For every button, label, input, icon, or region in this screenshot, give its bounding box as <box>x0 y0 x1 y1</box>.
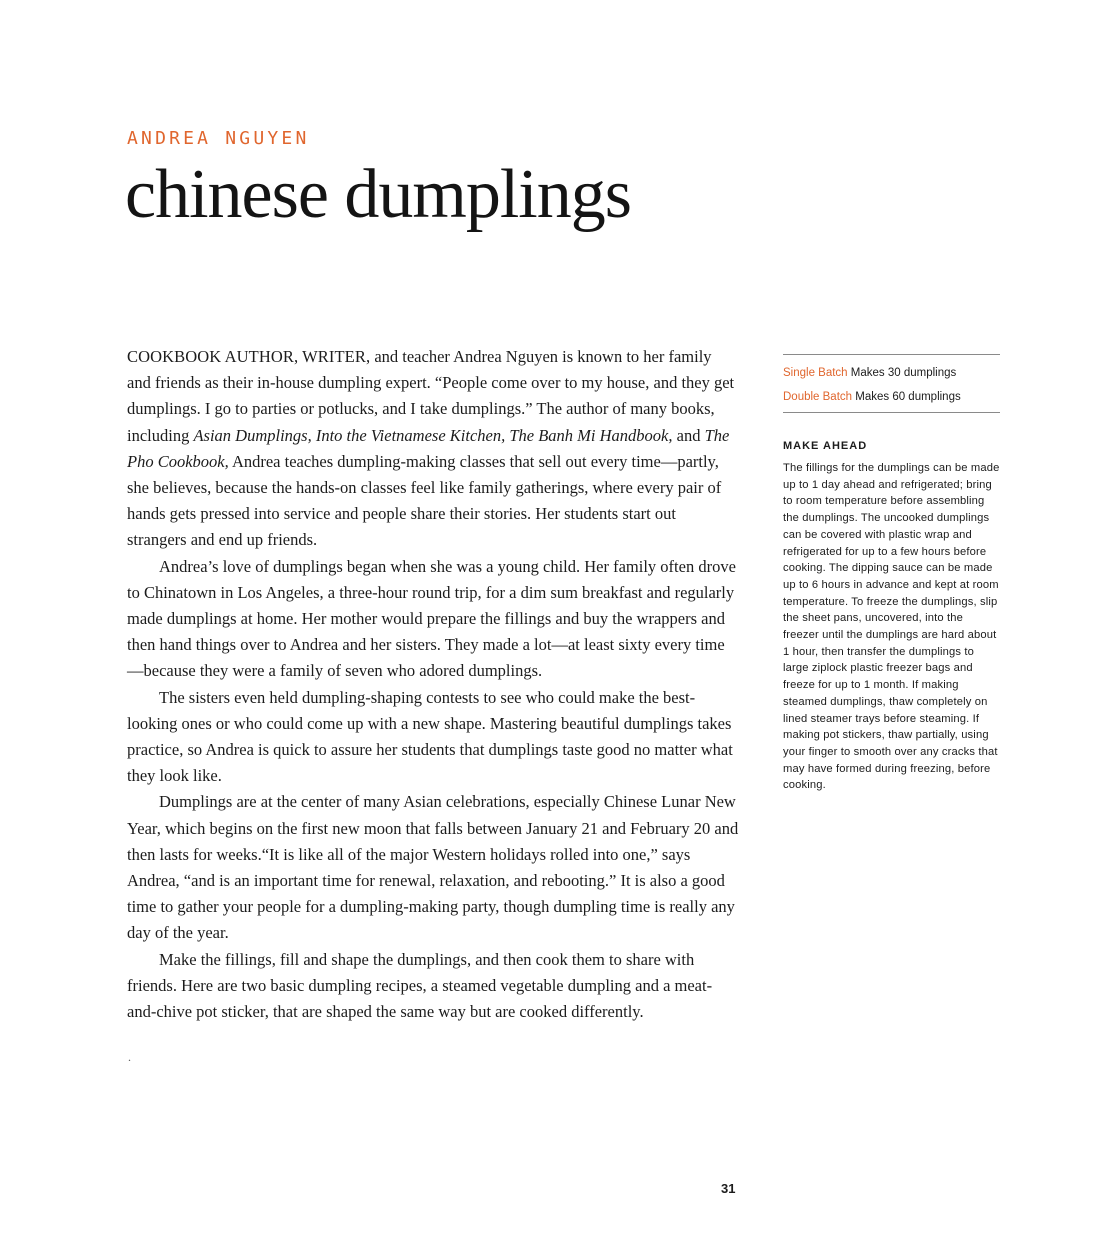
lead-caps: COOKBOOK AUTHOR, WRITER, <box>127 347 371 366</box>
intro-body <box>127 344 739 1025</box>
recipe-sidebar <box>783 354 1000 794</box>
author-name: ANDREA NGUYEN <box>127 128 310 149</box>
paragraph-1-text-a: and teacher Andrea Nguyen is known to her family and friends as their in-house dumpling expert. “People come over to my house, and they get dumplings. I go to parties or potlucks, and I take dumplings.” The author of many books, including <box>127 347 735 445</box>
stray-mark: . <box>128 1050 131 1064</box>
intro-paragraph-5: Make the fillings, fill and shape the dumplings, and then cook them to share with friends. Here are two basic dumpling recipes, a steamed vegetable dumpling and a meat-and-chive pot sticker, that are shaped the same way but are cooked differently. <box>127 949 713 1022</box>
intro-paragraph-1 <box>127 344 739 554</box>
paragraph-1-text-b: Andrea teaches dumpling-making classes that sell out every time—partly, she believes, because the hands-on classes feel like family gatherings, where every pair of hands gets pressed into service and people share their stories. Her students start out strangers and end up friends. <box>127 451 722 550</box>
double-batch-label: Double Batch <box>783 391 853 403</box>
single-batch-yield: Makes 30 dumplings <box>850 367 957 379</box>
page-title: chinese dumplings <box>125 156 631 233</box>
intro-paragraph-2: Andrea’s love of dumplings began when she was a young child. Her family often drove to Chinatown in Los Angeles, a three-hour round trip, for a dim sum breakfast and regularly made dumplings at home. Her mother would prepare the fillings and buy the wrappers and then hand things over to Andrea and her sisters. They made a lot—at least sixty every time—because they were a family of seven who adored dumplings. <box>127 556 736 681</box>
book-title-pho: The Pho Cookbook, <box>127 425 730 471</box>
page-number: 31 <box>721 1181 736 1196</box>
intro-paragraph-3: The sisters even held dumpling-shaping contests to see who could make the best-looking ones or who could come up with a new shape. Mastering beautiful dumplings takes practice, so Andrea is quick to assure her students that dumplings taste good no matter what they look like. <box>127 687 733 786</box>
batch-info <box>783 354 1000 413</box>
double-batch-yield: Makes 60 dumplings <box>855 391 961 403</box>
single-batch-label: Single Batch <box>783 367 848 379</box>
intro-paragraph-4: Dumplings are at the center of many Asian celebrations, especially Chinese Lunar New Year, which begins on the first new moon that falls between January 21 and February 20 and then lasts for weeks.“It is like all of the major Western holidays rolled into one,” says Andrea, “and is an important time for renewal, relaxation, and rebooting.” It is also a good time to gather your people for a dumpling-making party, though dumpling time is really any day of the year. <box>127 792 739 943</box>
paragraph-1-and: and <box>672 425 705 445</box>
single-batch-row <box>783 361 1000 385</box>
book-titles: Asian Dumplings, Into the Vietnamese Kitchen, The Banh Mi Handbook, <box>193 425 673 445</box>
make-ahead-text: The fillings for the dumplings can be made up to 1 day ahead and refrigerated; bring to room temperature before assembling the dumplings. The uncooked dumplings can be covered with plastic wrap and refrigerated for up to a few hours before cooking. The dipping sauce can be made up to 6 hours in advance and kept at room temperature. To freeze the dumplings, slip the sheet pans, uncovered, into the freezer until the dumplings are hard about 1 hour, then transfer the dumplings to large ziplock plastic freezer bags and freeze for up to 1 month. If making steamed dumplings, thaw completely on lined steamer trays before steaming. If making pot stickers, thaw partially, using your finger to smooth over any cracks that may have formed during freezing, before cooking. <box>783 462 1000 792</box>
double-batch-row <box>783 385 1000 409</box>
make-ahead-heading: MAKE AHEAD <box>783 440 868 452</box>
